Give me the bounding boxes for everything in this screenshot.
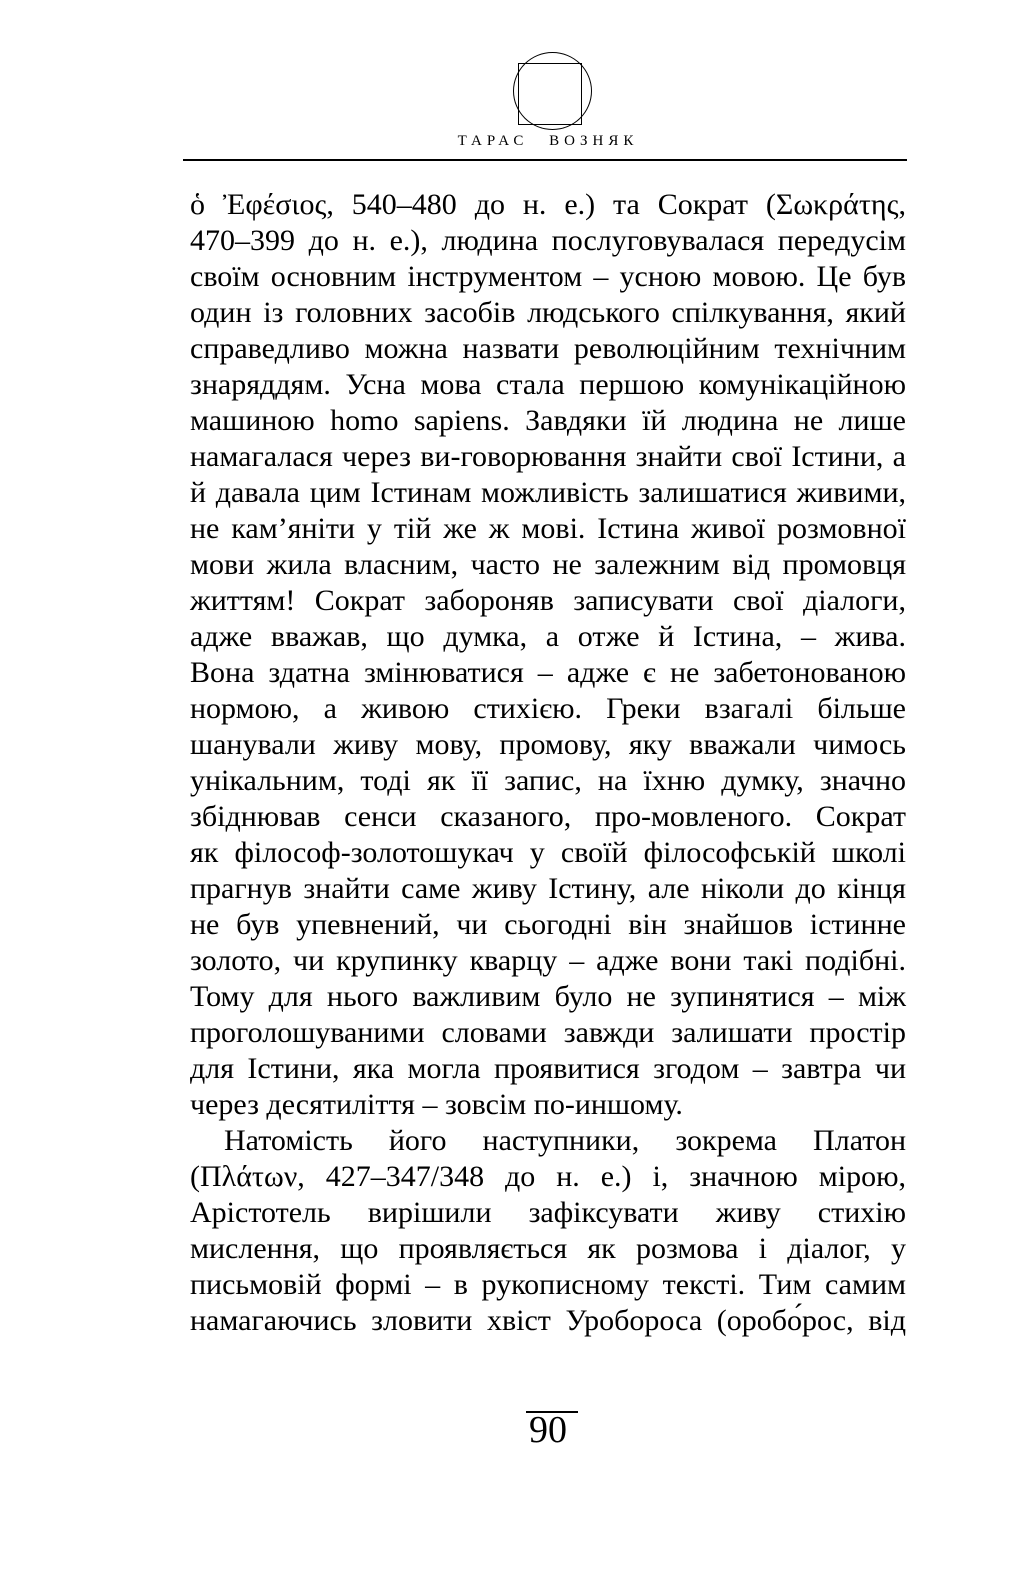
text-line: машиною homo sapiens. Завдяки їй людина не лише — [190, 404, 906, 437]
text-line: не кам’яніти у тій же ж мові. Істина живої розмовної — [190, 512, 906, 545]
text-line: як філософ-золотошукач у своїй філософській школі — [190, 836, 906, 869]
running-header-author: ТАРАС ВОЗНЯК — [457, 133, 639, 149]
text-line: знаряддям. Усна мова стала першою комунікаційною — [190, 368, 906, 401]
text-line: золото, чи крупинку кварцу – адже вони такі подібні. — [190, 944, 906, 977]
body-text — [190, 187, 906, 1339]
text-line: Арістотель вирішили зафіксувати живу стихію — [190, 1196, 906, 1229]
text-line: своїм основним інструментом – усною мовою. Це був — [190, 260, 906, 293]
text-line: унікальним, тоді як її запис, на їхню думку, значно — [190, 764, 906, 797]
text-line: збіднював сенси сказаного, про-мовленого. Сократ — [190, 800, 906, 833]
text-line: (Πλάτων, 427–347/348 до н. е.) і, значною мірою, — [190, 1160, 906, 1193]
text-line: не був упевнений, чи сьогодні він знайшов істинне — [190, 908, 906, 941]
text-line: життям! Сократ забороняв записувати свої діалоги, — [190, 584, 906, 617]
text-line: намагалася через ви-говорювання знайти свої Істини, а — [190, 440, 906, 473]
text-line: нормою, а живою стихією. Греки взагалі більше — [190, 692, 906, 725]
text-line: справедливо можна назвати революційним технічним — [190, 332, 906, 365]
text-line: для Істини, яка могла проявитися згодом – завтра чи — [190, 1052, 906, 1085]
text-line: ὁ Ἐφέσιος, 540–480 до н. е.) та Сократ (Σωκράτης, — [190, 188, 906, 221]
publisher-logo — [513, 52, 592, 130]
text-line: письмовій формі – в рукописному тексті. Тим самим — [190, 1268, 906, 1301]
text-line: шанували живу мову, промову, яку вважали чимось — [190, 728, 906, 761]
text-line: мови жила власним, часто не залежним від промовця — [190, 548, 906, 581]
text-line: намагаючись зловити хвіст Уробороса (оробо́рос, від — [190, 1304, 906, 1337]
logo-square-icon — [518, 63, 582, 125]
header-rule — [183, 159, 907, 161]
text-line: один із головних засобів людського спілкування, який — [190, 296, 906, 329]
text-line: адже вважав, що думка, а отже й Істина, – жива. — [190, 620, 906, 653]
text-line: мислення, що проявляється як розмова і діалог, у — [190, 1232, 906, 1265]
text-line: Тому для нього важливим було не зупинятися – між — [190, 980, 906, 1013]
text-line: проголошуваними словами завжди залишати простір — [190, 1016, 906, 1049]
text-line: Натомість його наступники, зокрема Платон — [224, 1124, 906, 1157]
text-line: 470–399 до н. е.), людина послуговувалася передусім — [190, 224, 906, 257]
text-line: через десятиліття – зовсім по-иншому. — [190, 1088, 683, 1121]
text-line: й давала цим Істинам можливість залишатися живими, — [190, 476, 906, 509]
page-number: 90 — [529, 1409, 567, 1451]
text-line: прагнув знайти саме живу Істину, але ніколи до кінця — [190, 872, 906, 905]
text-line: Вона здатна змінюватися – адже є не забетонованою — [190, 656, 906, 689]
